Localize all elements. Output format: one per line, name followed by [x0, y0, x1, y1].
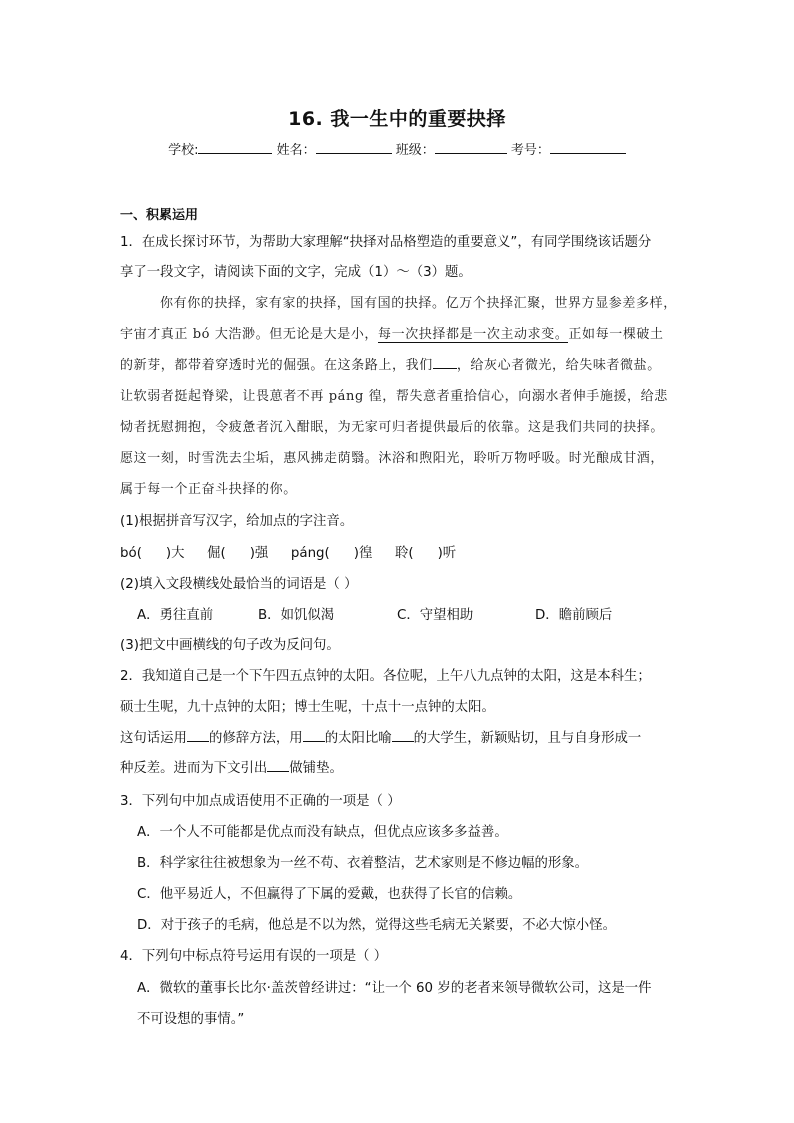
q2-text: 的太阳比喻: [324, 731, 392, 746]
pinyin-item: )徨: [353, 546, 373, 561]
passage-text: 宇宙才真正 bó 大浩渺。但无论是大是小，: [120, 327, 379, 342]
q2-text: 这句话运用: [120, 731, 187, 746]
name-blank[interactable]: [316, 141, 392, 154]
q1-sub2: (2)填入文段横线处最恰当的词语是（ ）: [120, 577, 358, 592]
number-label: 考号：: [510, 143, 550, 158]
passage-line-6: 愿这一刻，时雪洗去尘垢，惠风拂走荫翳。沐浴和煦阳光，聆听万物呼吸。时光酿成甘酒，: [120, 451, 665, 466]
number-blank[interactable]: [550, 141, 626, 154]
q1-sub3: (3)把文中画横线的句子改为反问句。: [120, 638, 340, 653]
school-blank[interactable]: [198, 141, 272, 154]
passage-line-2: [120, 323, 664, 342]
q1-stem-line2: 享了一段文字，请阅读下面的文字，完成（1）～（3）题。: [120, 265, 472, 280]
fill-blank[interactable]: [392, 729, 414, 742]
q3-stem: 3．下列句中加点成语使用不正确的一项是（ ）: [120, 794, 401, 809]
q1-sub1: (1)根据拼音写汉字，给加点的字注音。: [120, 514, 354, 529]
pinyin-item: 聆(: [394, 546, 414, 561]
pinyin-item: 倔(: [207, 546, 226, 561]
q2-text: 做铺垫。: [289, 761, 343, 776]
passage-text: ，给灰心者微光，给失味者微盐。: [456, 358, 661, 373]
school-label: 学校:: [168, 143, 199, 158]
passage-text: 的新芽，都带着穿透时光的倔强。在这条路上，我们: [120, 358, 433, 373]
q2-line1: 2．我知道自己是一个下午四五点钟的太阳。各位呢，上午八九点钟的太阳，这是本科生；: [120, 669, 651, 684]
q2-text: 种反差。进而为下文引出: [120, 761, 268, 776]
passage-line-3: [120, 354, 661, 373]
passage-text: 正如每一棵破土: [568, 327, 664, 342]
q2-line4: [120, 757, 343, 776]
student-info-row: [0, 139, 794, 158]
q4-option-a-cont: 不可设想的事情。”: [137, 1012, 245, 1027]
q2-line2: 硕士生呢，九十点钟的太阳；博士生呢，十点十一点钟的太阳。: [120, 700, 495, 715]
section-heading: 一、积累运用: [120, 208, 199, 223]
q3-option-d[interactable]: D．对于孩子的毛病，他总是不以为然，觉得这些毛病无关紧要，不必大惊小怪。: [137, 918, 616, 933]
pinyin-item: )强: [249, 546, 269, 561]
passage-line-7: 属于每一个正奋斗抉择的你。: [120, 482, 297, 497]
class-label: 班级：: [395, 143, 435, 158]
q1-option-c[interactable]: C．守望相助: [397, 608, 474, 623]
passage-line-4: 让软弱者挺起脊梁，让畏葸者不再 páng 徨，帮失意者重拾信心，向溺水者伸手施援，给悲: [120, 389, 668, 404]
q2-text: 的大学生，新颖贴切，且与自身形成一: [413, 731, 642, 746]
pinyin-item: )听: [437, 546, 457, 561]
pinyin-item: )大: [165, 546, 185, 561]
underlined-sentence: 每一次抉择都是一次主动求变。: [378, 327, 569, 342]
name-label: 姓名：: [276, 143, 316, 158]
q4-option-a[interactable]: A．微软的董事长比尔·盖茨曾经讲过：“让一个 60 岁的老者来领导微软公司，这是一件: [137, 981, 652, 996]
q3-option-c[interactable]: C．他平易近人，不但赢得了下属的爱戴，也获得了长官的信赖。: [137, 887, 522, 902]
fill-blank[interactable]: [267, 759, 289, 772]
fill-blank[interactable]: [187, 729, 209, 742]
q1-option-a[interactable]: A．勇往直前: [137, 608, 214, 623]
passage-line-5: 恸者抚慰拥抱，令疲惫者沉入酣眠，为无家可归者提供最后的依靠。这是我们共同的抉择。: [120, 420, 665, 435]
q1-option-d[interactable]: D．瞻前顾后: [535, 608, 613, 623]
fill-blank[interactable]: [433, 356, 457, 369]
q3-option-a[interactable]: A．一个人不可能都是优点而没有缺点，但优点应该多多益善。: [137, 825, 508, 840]
class-blank[interactable]: [435, 141, 507, 154]
q1-stem-line1: 1．在成长探讨环节，为帮助大家理解“抉择对品格塑造的重要意义”，有同学围绕该话题分: [120, 235, 652, 250]
q1-option-b[interactable]: B．如饥似渴: [258, 608, 335, 623]
page-title: 16. 我一生中的重要抉择: [288, 108, 506, 130]
fill-blank[interactable]: [303, 729, 325, 742]
q4-stem: 4．下列句中标点符号运用有误的一项是（ ）: [120, 949, 388, 964]
pinyin-item: bó(: [120, 546, 142, 561]
pinyin-item: páng(: [290, 546, 330, 561]
q3-option-b[interactable]: B．科学家往往被想象为一丝不苟、衣着整洁，艺术家则是不修边幅的形象。: [137, 856, 589, 871]
passage-line-1: 你有你的抉择，家有家的抉择，国有国的抉择。亿万个抉择汇聚，世界方显参差多样，: [160, 296, 677, 311]
pinyin-row: [120, 542, 456, 561]
q2-line3: [120, 727, 641, 746]
q2-text: 的修辞方法，用: [208, 731, 303, 746]
